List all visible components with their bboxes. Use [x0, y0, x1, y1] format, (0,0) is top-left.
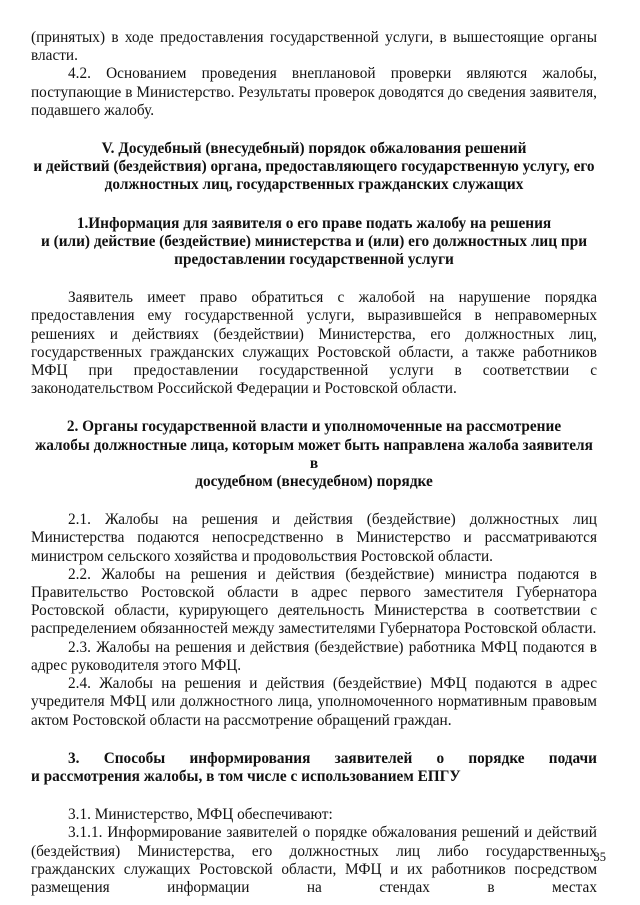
heading-line: 2. Органы государственной власти и уполномоченные на рассмотрение	[66, 418, 562, 436]
paragraph-applicant-right: Заявитель имеет право обратиться с жалобой на нарушение порядка предоставления ему государственной услуги, выразившейся в неправомерных решениях и действиях (бездействии) Министерства, его должностных лиц, государственных гражданских служащих Ростовской области, а также работников МФЦ при предоставлении государственной услуги в соответствии с законодательством Российской Федерации и Ростовской области.	[31, 289, 597, 398]
page-number: 35	[593, 850, 606, 864]
paragraph-3-1: 3.1. Министерство, МФЦ обеспечивают:	[68, 806, 333, 824]
heading-line: жалобы должностные лица, которым может быть направлена жалоба заявителя в	[35, 436, 593, 472]
paragraph-2-4: 2.4. Жалобы на решения и действия (бездействие) МФЦ подаются в адрес учредителя МФЦ или должностного лица, уполномоченного нормативным правовым актом Ростовской области на рассмотрение обращений граждан.	[31, 675, 597, 729]
heading-line: досудебном (внесудебном) порядке	[195, 473, 433, 491]
subsection-2-heading	[31, 418, 597, 491]
paragraph-4-2: 4.2. Основанием проведения внеплановой проверки являются жалобы, поступающие в Министерство. Результаты проверок доводятся до сведения заявителя, подавшего жалобу.	[31, 65, 597, 119]
document-page	[31, 29, 597, 897]
paragraph-2-2: 2.2. Жалобы на решения и действия (бездействие) министра подаются в Правительство Ростовской области в адрес первого заместителя Губернатора Ростовской области, курирующего деятельность Министерства в соответствии с распределением обязанностей между заместителями Губернатора Ростовской области.	[31, 565, 597, 638]
heading-line: V. Досудебный (внесудебный) порядок обжалования решений	[101, 140, 527, 158]
heading-line: должностных лиц, государственных гражданских служащих	[104, 176, 524, 194]
heading-line: 3. Способы информирования заявителей о порядке подачи	[68, 749, 597, 767]
heading-line: и (или) действие (бездействие) министерства и (или) его должностных лиц при	[40, 232, 588, 250]
subsection-1-heading	[31, 215, 597, 270]
paragraph-3-1-1: 3.1.1. Информирование заявителей о порядке обжалования решений и действий (бездействия) Министерства, его должностных лиц либо государственных гражданских служащих Ростовской области, МФЦ и их работников посредством размещения информации на стендах в местах	[31, 824, 597, 896]
paragraph-2-3: 2.3. Жалобы на решения и действия (бездействие) работника МФЦ подаются в адрес руководителя этого МФЦ.	[31, 638, 597, 674]
heading-line: и действий (бездействия) органа, предоставляющего государственную услугу, его	[33, 158, 595, 176]
paragraph-intro: (принятых) в ходе предоставления государственной услуги, в вышестоящие органы власти.	[31, 29, 597, 65]
heading-line: 1.Информация для заявителя о его праве подать жалобу на решения	[76, 214, 552, 232]
section-5-heading	[31, 140, 597, 195]
paragraph-2-1: 2.1. Жалобы на решения и действия (бездействие) должностных лиц Министерства подаются непосредственно в Министерство и рассматриваются министром сельского хозяйства и продовольствия Ростовской области.	[31, 511, 597, 565]
subsection-3-heading	[31, 750, 597, 786]
heading-line: и рассмотрения жалобы, в том числе с использованием ЕПГУ	[31, 767, 461, 785]
heading-line: предоставлении государственной услуги	[174, 251, 454, 269]
